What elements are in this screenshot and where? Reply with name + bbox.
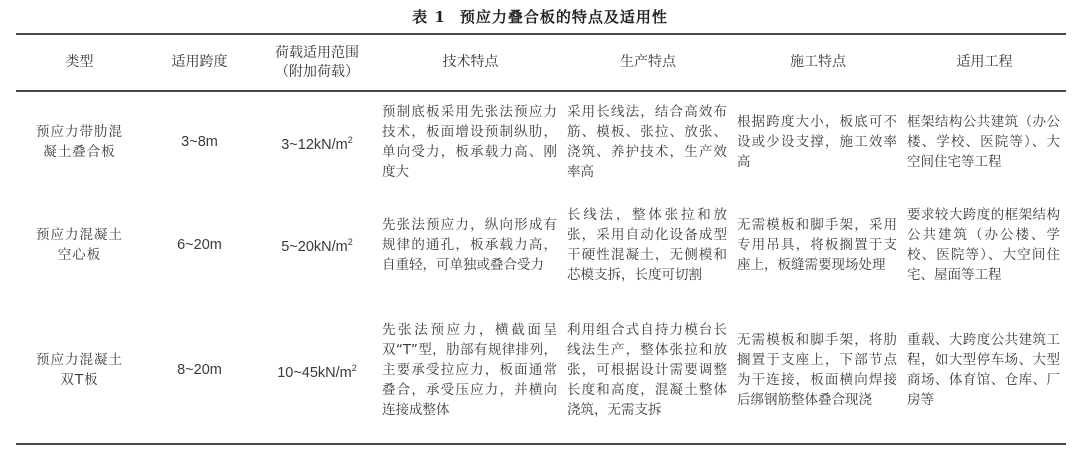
cell-load: $10\sim 45kN/m^2$ [277,362,357,381]
cell-span: 3~8m [181,134,218,150]
table-row [16,192,1066,297]
cell-span: 8~20m [177,362,222,378]
table-caption [0,6,1080,27]
cell-load: $3\sim 12kN/m^2$ [281,134,353,153]
table-number: 表 1 [412,8,446,26]
cell-construction: 根据跨度大小，板底可不设或少设支撑，施工效率高 [737,114,897,170]
cell-tech: 先张法预应力，纵向形成有规律的通孔，板承载力高，自重轻，可单独或叠合受力 [382,216,557,273]
cell-construction: 无需模板和脚手架，采用专用吊具，将板搁置于支座上，板缝需要现场处理 [737,216,897,273]
cell-production: 长线法，整体张拉和放张，采用自动化设备成型干硬性混凝土，无侧模和芯模支拆，长度可切割 [567,206,727,283]
header-span: 适用跨度 [171,54,228,70]
cell-production: 采用长线法，结合高效布筋、模板、张拉、放张、浇筑、养护技术，生产效率高 [567,104,727,180]
cell-type: 预应力带肋混凝土叠合板 [36,124,123,160]
header-tech: 技术特点 [442,54,499,70]
table-title: 预应力叠合板的特点及适用性 [459,8,668,26]
cell-application: 框架结构公共建筑（办公楼、学校、医院等）、大空间住宅等工程 [907,114,1060,170]
cell-production: 利用组合式自持力模台长线法生产，整体张拉和放张，可根据设计需要调整长度和高度，混凝土整体浇筑，无需支拆 [567,322,727,418]
cell-application: 重载、大跨度公共建筑工程，如大型停车场、大型商场、体育馆、仓库、厂房等 [907,332,1060,408]
cell-load: $5\sim 20kN/m^2$ [281,237,353,255]
cell-application: 要求较大跨度的框架结构公共建筑（办公楼、学校、医院等）、大空间住宅、屋面等工程 [907,206,1060,283]
header-type: 类型 [65,54,94,70]
cell-construction: 无需模板和脚手架，将肋搁置于支座上，下部节点为干连接，板面横向焊接后绑钢筋整体叠合现浇 [737,332,897,408]
cell-span: 6~20m [177,236,222,253]
table-row [16,297,1066,444]
header-load-line1: 荷载适用范围 [275,44,359,61]
header-application: 适用工程 [956,54,1013,70]
header-construction: 施工特点 [790,54,846,70]
cell-tech: 先张法预应力，横截面呈双“T”型，肋部有规律排列，主要承受拉应力，板面通常叠合，承受压应力，并横向连接成整体 [382,322,557,418]
cell-tech: 预制底板采用先张法预应力技术，板面增设预制纵肋，单向受力，板承载力高、刚度大 [382,104,557,180]
cell-type: 预应力混凝土空心板 [36,226,123,263]
header-row [16,34,1066,91]
header-load [256,34,378,91]
prestressed-slab-table [16,33,1066,445]
header-production: 生产特点 [620,54,676,70]
header-load-line2: （附加荷载） [275,63,359,80]
table-row [16,91,1066,192]
cell-type: 预应力混凝土双T板 [36,352,123,388]
